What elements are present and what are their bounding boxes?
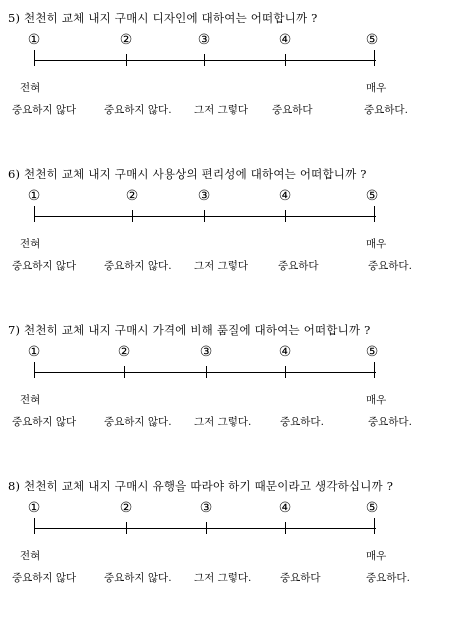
scale-line	[34, 60, 376, 61]
scale-tick	[34, 50, 35, 66]
end-label-left: 전혀	[20, 550, 41, 562]
label-3: 그저 그렇다	[194, 260, 249, 272]
scale-option-4[interactable]: ④	[278, 500, 292, 516]
scale-option-5[interactable]: ⑤	[365, 500, 379, 516]
scale-option-1[interactable]: ①	[27, 32, 41, 48]
label-1: 중요하지 않다	[12, 572, 77, 584]
scale-line	[34, 216, 376, 217]
scale-option-2[interactable]: ②	[125, 188, 139, 204]
scale-tick	[124, 366, 125, 378]
scale-labels	[12, 414, 452, 430]
scale-option-5[interactable]: ⑤	[365, 32, 379, 48]
scale-option-1[interactable]: ①	[27, 500, 41, 516]
scale-tick	[285, 522, 286, 534]
end-label-left: 전혀	[20, 394, 41, 406]
label-4: 중요하다	[280, 572, 321, 584]
scale-line	[34, 528, 376, 529]
scale-tick	[126, 522, 127, 534]
question-7	[0, 322, 470, 472]
rating-scale	[27, 32, 379, 72]
scale-option-2[interactable]: ②	[117, 344, 131, 360]
label-1: 중요하지 않다	[12, 260, 77, 272]
rating-scale	[27, 344, 379, 384]
scale-tick	[374, 206, 375, 222]
end-label-right: 매우	[366, 550, 387, 562]
scale-option-3[interactable]: ③	[199, 500, 213, 516]
question-text: 8) 천천히 교체 내지 구매시 유행을 따라야 하기 때문이라고 생각하십니까 ?	[8, 479, 394, 493]
label-5: 중요하다.	[368, 260, 412, 272]
scale-tick	[285, 54, 286, 66]
question-8	[0, 478, 470, 628]
scale-labels	[12, 570, 452, 586]
end-label-left: 전혀	[20, 238, 41, 250]
scale-tick	[374, 518, 375, 534]
label-3: 그저 그렇다.	[194, 572, 252, 584]
label-3: 그저 그렇다	[194, 104, 249, 116]
label-1: 중요하지 않다	[12, 104, 77, 116]
scale-tick	[132, 210, 133, 222]
rating-scale	[27, 500, 379, 540]
end-label-left: 전혀	[20, 82, 41, 94]
scale-option-2[interactable]: ②	[119, 500, 133, 516]
question-text: 7) 천천히 교체 내지 구매시 가격에 비해 품질에 대하여는 어떠합니까 ?	[8, 323, 371, 337]
scale-tick	[204, 54, 205, 66]
scale-option-3[interactable]: ③	[199, 344, 213, 360]
scale-line	[34, 372, 376, 373]
scale-tick	[374, 362, 375, 378]
label-2: 중요하지 않다.	[104, 572, 172, 584]
rating-scale	[27, 188, 379, 228]
scale-tick	[34, 362, 35, 378]
scale-labels	[12, 258, 452, 274]
scale-tick	[374, 50, 375, 66]
scale-option-3[interactable]: ③	[197, 188, 211, 204]
question-text: 6) 천천히 교체 내지 구매시 사용상의 편리성에 대하여는 어떠합니까 ?	[8, 167, 367, 181]
scale-option-2[interactable]: ②	[119, 32, 133, 48]
label-2: 중요하지 않다.	[104, 104, 172, 116]
scale-option-4[interactable]: ④	[278, 188, 292, 204]
label-2: 중요하지 않다.	[104, 260, 172, 272]
question-6	[0, 166, 470, 316]
label-4: 중요하다.	[280, 416, 324, 428]
scale-option-1[interactable]: ①	[27, 188, 41, 204]
label-4: 중요하다	[272, 104, 313, 116]
scale-option-1[interactable]: ①	[27, 344, 41, 360]
scale-option-4[interactable]: ④	[278, 32, 292, 48]
label-5: 중요하다.	[368, 416, 412, 428]
scale-tick	[285, 210, 286, 222]
label-5: 중요하다.	[366, 572, 410, 584]
scale-tick	[126, 54, 127, 66]
scale-option-4[interactable]: ④	[278, 344, 292, 360]
question-text: 5) 천천히 교체 내지 구매시 디자인에 대하여는 어떠합니까 ?	[8, 11, 318, 25]
scale-option-5[interactable]: ⑤	[365, 344, 379, 360]
end-label-right: 매우	[366, 394, 387, 406]
scale-tick	[204, 210, 205, 222]
scale-tick	[34, 518, 35, 534]
scale-tick	[34, 206, 35, 222]
end-label-right: 매우	[366, 238, 387, 250]
label-4: 중요하다	[278, 260, 319, 272]
label-1: 중요하지 않다	[12, 416, 77, 428]
label-5: 중요하다.	[364, 104, 408, 116]
scale-tick	[206, 366, 207, 378]
scale-option-3[interactable]: ③	[197, 32, 211, 48]
label-3: 그저 그렇다.	[194, 416, 252, 428]
scale-tick	[206, 522, 207, 534]
label-2: 중요하지 않다.	[104, 416, 172, 428]
scale-option-5[interactable]: ⑤	[365, 188, 379, 204]
end-label-right: 매우	[366, 82, 387, 94]
scale-labels	[12, 102, 452, 118]
scale-tick	[285, 366, 286, 378]
question-5	[0, 10, 470, 160]
